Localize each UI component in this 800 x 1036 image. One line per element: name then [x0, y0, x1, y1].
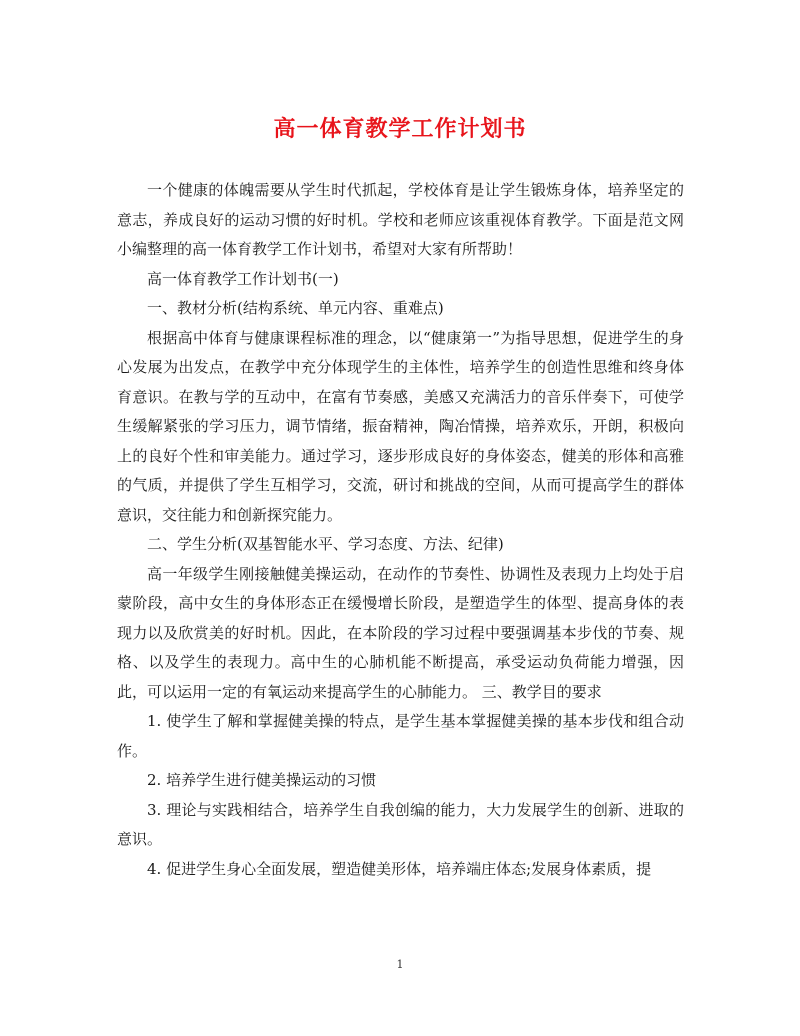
section-heading-student-analysis: 二、学生分析(双基智能水平、学习态度、方法、纪律): [147, 535, 504, 553]
goal-item-4: 4. 促进学生身心全面发展，塑造健美形体，培养端庄体态;发展身体素质，提: [147, 859, 652, 878]
goal-item-2: 2. 培养学生进行健美操运动的习惯: [147, 771, 377, 789]
goal-item-1: 1. 使学生了解和掌握健美操的特点，是学生基本掌握健美操的基本步伐和组合动作。: [117, 712, 684, 760]
document-title: 高一体育教学工作计划书: [273, 116, 527, 142]
page-number: 1: [396, 958, 404, 971]
section-heading-plan-one: 高一体育教学工作计划书(一): [147, 269, 339, 288]
goal-item-3: 3. 理论与实践相结合，培养学生自我创编的能力，大力发展学生的创新、进取的意识。: [117, 800, 684, 848]
document-body: [117, 176, 684, 884]
material-analysis-paragraph: 根据高中体育与健康课程标准的理念，以“健康第一”为指导思想，促进学生的身心发展为出发点，在教学中充分体现学生的主体性，培养学生的创造性思维和终身体育意识。在教与学的互动中，在富有节奏感，美感又充满活力的音乐伴奏下，可使学生缓解紧张的学习压力，调节情绪，振奋精神，陶冶情操，培养欢乐，开朗，积极向上的良好个性和审美能力。通过学习，逐步形成良好的身体姿态，健美的形体和高雅的气质，并提供了学生互相学习，交流，研讨和挑战的空间，从而可提高学生的群体意识，交往能力和创新探究能力。: [117, 328, 684, 524]
intro-paragraph: 一个健康的体魄需要从学生时代抓起，学校体育是让学生锻炼身体，培养坚定的意志，养成良好的运动习惯的好时机。学校和老师应该重视体育教学。下面是范文网小编整理的高一体育教学工作计划书，希望对大家有所帮助！: [117, 181, 684, 258]
section-heading-material-analysis: 一、教材分析(结构系统、单元内容、重难点): [147, 299, 444, 317]
student-analysis-paragraph: 高一年级学生刚接触健美操运动，在动作的节奏性、协调性及表现力上均处于启蒙阶段，高中女生的身体形态正在缓慢增长阶段，是塑造学生的体型、提高身体的表现力以及欣赏美的好时机。因此，在本阶段的学习过程中要强调基本步伐的节奏、规格、以及学生的表现力。高中生的心肺机能不断提高，承受运动负荷能力增强，因此，可以运用一定的有氧运动来提高学生的心肺能力。 三、教学目的要求: [117, 564, 684, 701]
